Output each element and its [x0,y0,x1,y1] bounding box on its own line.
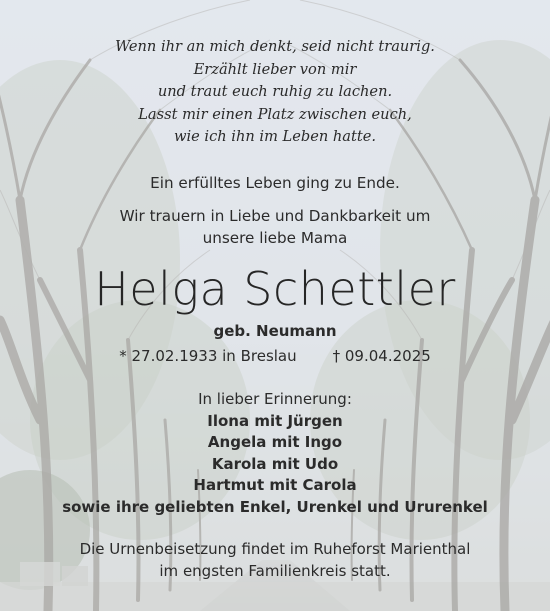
mourners-block [0,389,550,518]
poem-line: Erzählt lieber von mir [193,60,357,78]
birth-name: geb. Neumann [213,322,337,340]
death-date: † 09.04.2025 [332,347,431,365]
intro-line-2: Wir trauern in Liebe und Dankbarkeit um [119,207,431,225]
mourner: Hartmut mit Carola [193,476,357,494]
mourner: Angela mit Ingo [207,433,343,451]
mourner: sowie ihre geliebten Enkel, Urenkel und Ururenkel [62,497,488,516]
mourner: Ilona mit Jürgen [207,411,343,430]
life-dates [0,347,550,365]
poem-line: Wenn ihr an mich denkt, seid nicht traurig. [115,38,435,55]
mourner: Karola mit Udo [211,454,339,473]
poem-line: wie ich ihn im Leben hatte. [173,128,376,145]
birth-date: * 27.02.1933 in Breslau [119,347,297,365]
burial-info [0,539,550,582]
burial-line: Die Urnenbeisetzung findet im Ruheforst Marienthal [79,540,471,558]
poem-line: und traut euch ruhig zu lachen. [157,83,393,100]
poem-line: Lasst mir einen Platz zwischen euch, [138,105,412,123]
deceased-name: Helga Schettler [94,262,456,316]
burial-line: im engsten Familienkreis statt. [159,561,391,580]
memory-label: In lieber Erinnerung: [198,390,352,408]
intro-line-1: Ein erfülltes Leben ging zu Ende. [150,174,400,192]
intro-line-3: unsere liebe Mama [202,229,348,247]
poem [0,36,550,149]
